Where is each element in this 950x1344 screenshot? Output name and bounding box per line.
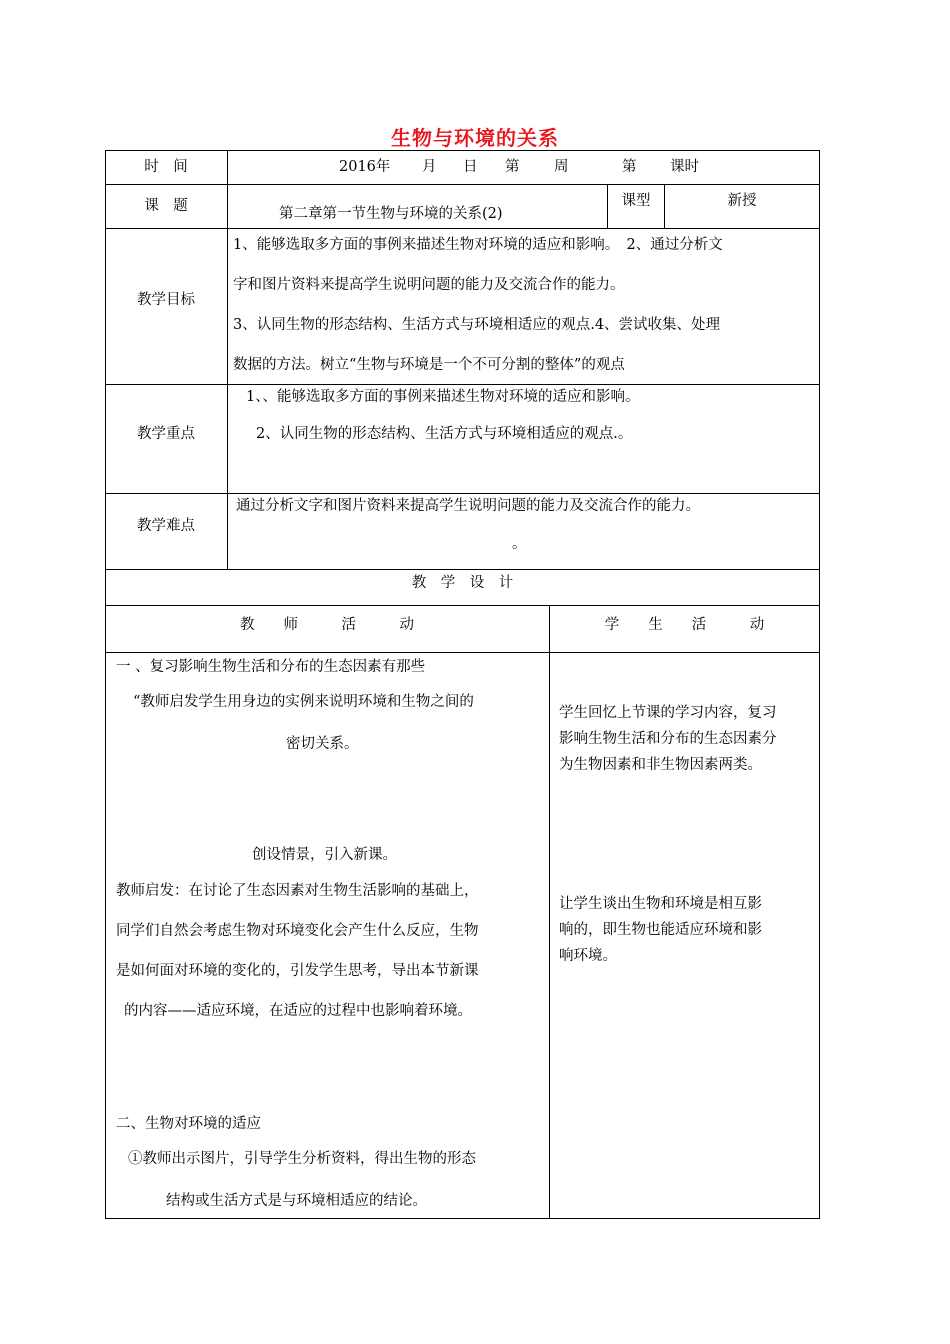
topic-value: 第二章第一节生物与环境的关系(2) (279, 206, 503, 222)
topic-label: 课 题 (144, 198, 188, 214)
section-2-text: ①教师出示图片，引导学生分析资料，得出生物的形态 (128, 1151, 476, 1167)
page-title: 生物与环境的关系 (391, 126, 559, 150)
key-point-1: 1、、能够选取多方面的事例来描述生物对环境的适应和影响。 (246, 389, 640, 405)
section-2-heading: 二、生物对环境的适应 (116, 1116, 261, 1132)
goals-line: 1、能够选取多方面的事例来描述生物对环境的适应和影响。 2、通过分析文 (233, 237, 723, 253)
section-1-text-end: 密切关系。 (286, 736, 359, 752)
time-day: 日 (463, 159, 478, 175)
goals-line: 数据的方法。树立“生物与环境是一个不可分割的整体”的观点 (233, 357, 625, 373)
key-point-2: 2、认同生物的形态结构、生活方式与环境相适应的观点.。 (256, 426, 633, 442)
student-activity-1 (559, 700, 817, 778)
lesson-type-label: 课型 (621, 193, 651, 209)
goals-line: 3、认同生物的形态结构、生活方式与环境相适应的观点.4、尝试收集、处理 (233, 317, 721, 333)
guide-line: 同学们自然会考虑生物对环境变化会产生什么反应，生物 (116, 923, 479, 939)
student-activity-2 (559, 891, 817, 969)
difficulties-label: 教学难点 (137, 518, 195, 534)
scene-intro: 创设情景，引入新课。 (252, 847, 397, 863)
student-line: 为生物因素和非生物因素两类。 (559, 757, 762, 773)
goals-line: 字和图片资料来提高学生说明问题的能力及交流合作的能力。 (233, 277, 625, 293)
teacher-activity-header: 教 师 活 动 (240, 617, 414, 633)
section-1-text: “教师启发学生用身边的实例来说明环境和生物之间的 (133, 694, 474, 710)
goals-text (233, 225, 817, 385)
time-month: 月 (422, 159, 437, 175)
time-week-prefix: 第 (505, 159, 520, 175)
difficulties-text: 通过分析文字和图片资料来提高学生说明问题的能力及交流合作的能力。 (236, 498, 700, 514)
student-line: 响的，即生物也能适应环境和影 (559, 922, 762, 938)
guide-line: 的内容——适应环境，在适应的过程中也影响着环境。 (124, 1003, 472, 1019)
time-week: 周 (554, 159, 569, 175)
design-header: 教 学 设 计 (411, 575, 514, 591)
section-2-text-end: 结构或生活方式是与环境相适应的结论。 (166, 1193, 427, 1209)
student-line: 响环境。 (559, 948, 617, 964)
student-line: 学生回忆上节课的学习内容，复习 (559, 705, 777, 721)
student-activity-header: 学 生 活 动 (604, 617, 765, 633)
guide-line: 是如何面对环境的变化的，引发学生思考，导出本节新课 (116, 963, 479, 979)
student-line: 让学生谈出生物和环境是相互影 (559, 896, 762, 912)
time-year: 2016年 (339, 159, 391, 175)
key-points-label: 教学重点 (137, 426, 195, 442)
goals-label: 教学目标 (137, 292, 195, 308)
section-1-heading: 一 、复习影响生物生活和分布的生态因素有那些 (116, 659, 426, 675)
time-lesson: 课时 (670, 159, 699, 175)
teacher-guide (116, 871, 548, 1031)
student-line: 影响生物生活和分布的生态因素分 (559, 731, 777, 747)
guide-line: 教师启发：在讨论了生态因素对生物生活影响的基础上， (116, 883, 479, 899)
difficulties-mark: 。 (512, 536, 527, 552)
time-label: 时 间 (144, 159, 188, 175)
lesson-type-value: 新授 (727, 193, 757, 209)
time-lesson-prefix: 第 (622, 159, 637, 175)
